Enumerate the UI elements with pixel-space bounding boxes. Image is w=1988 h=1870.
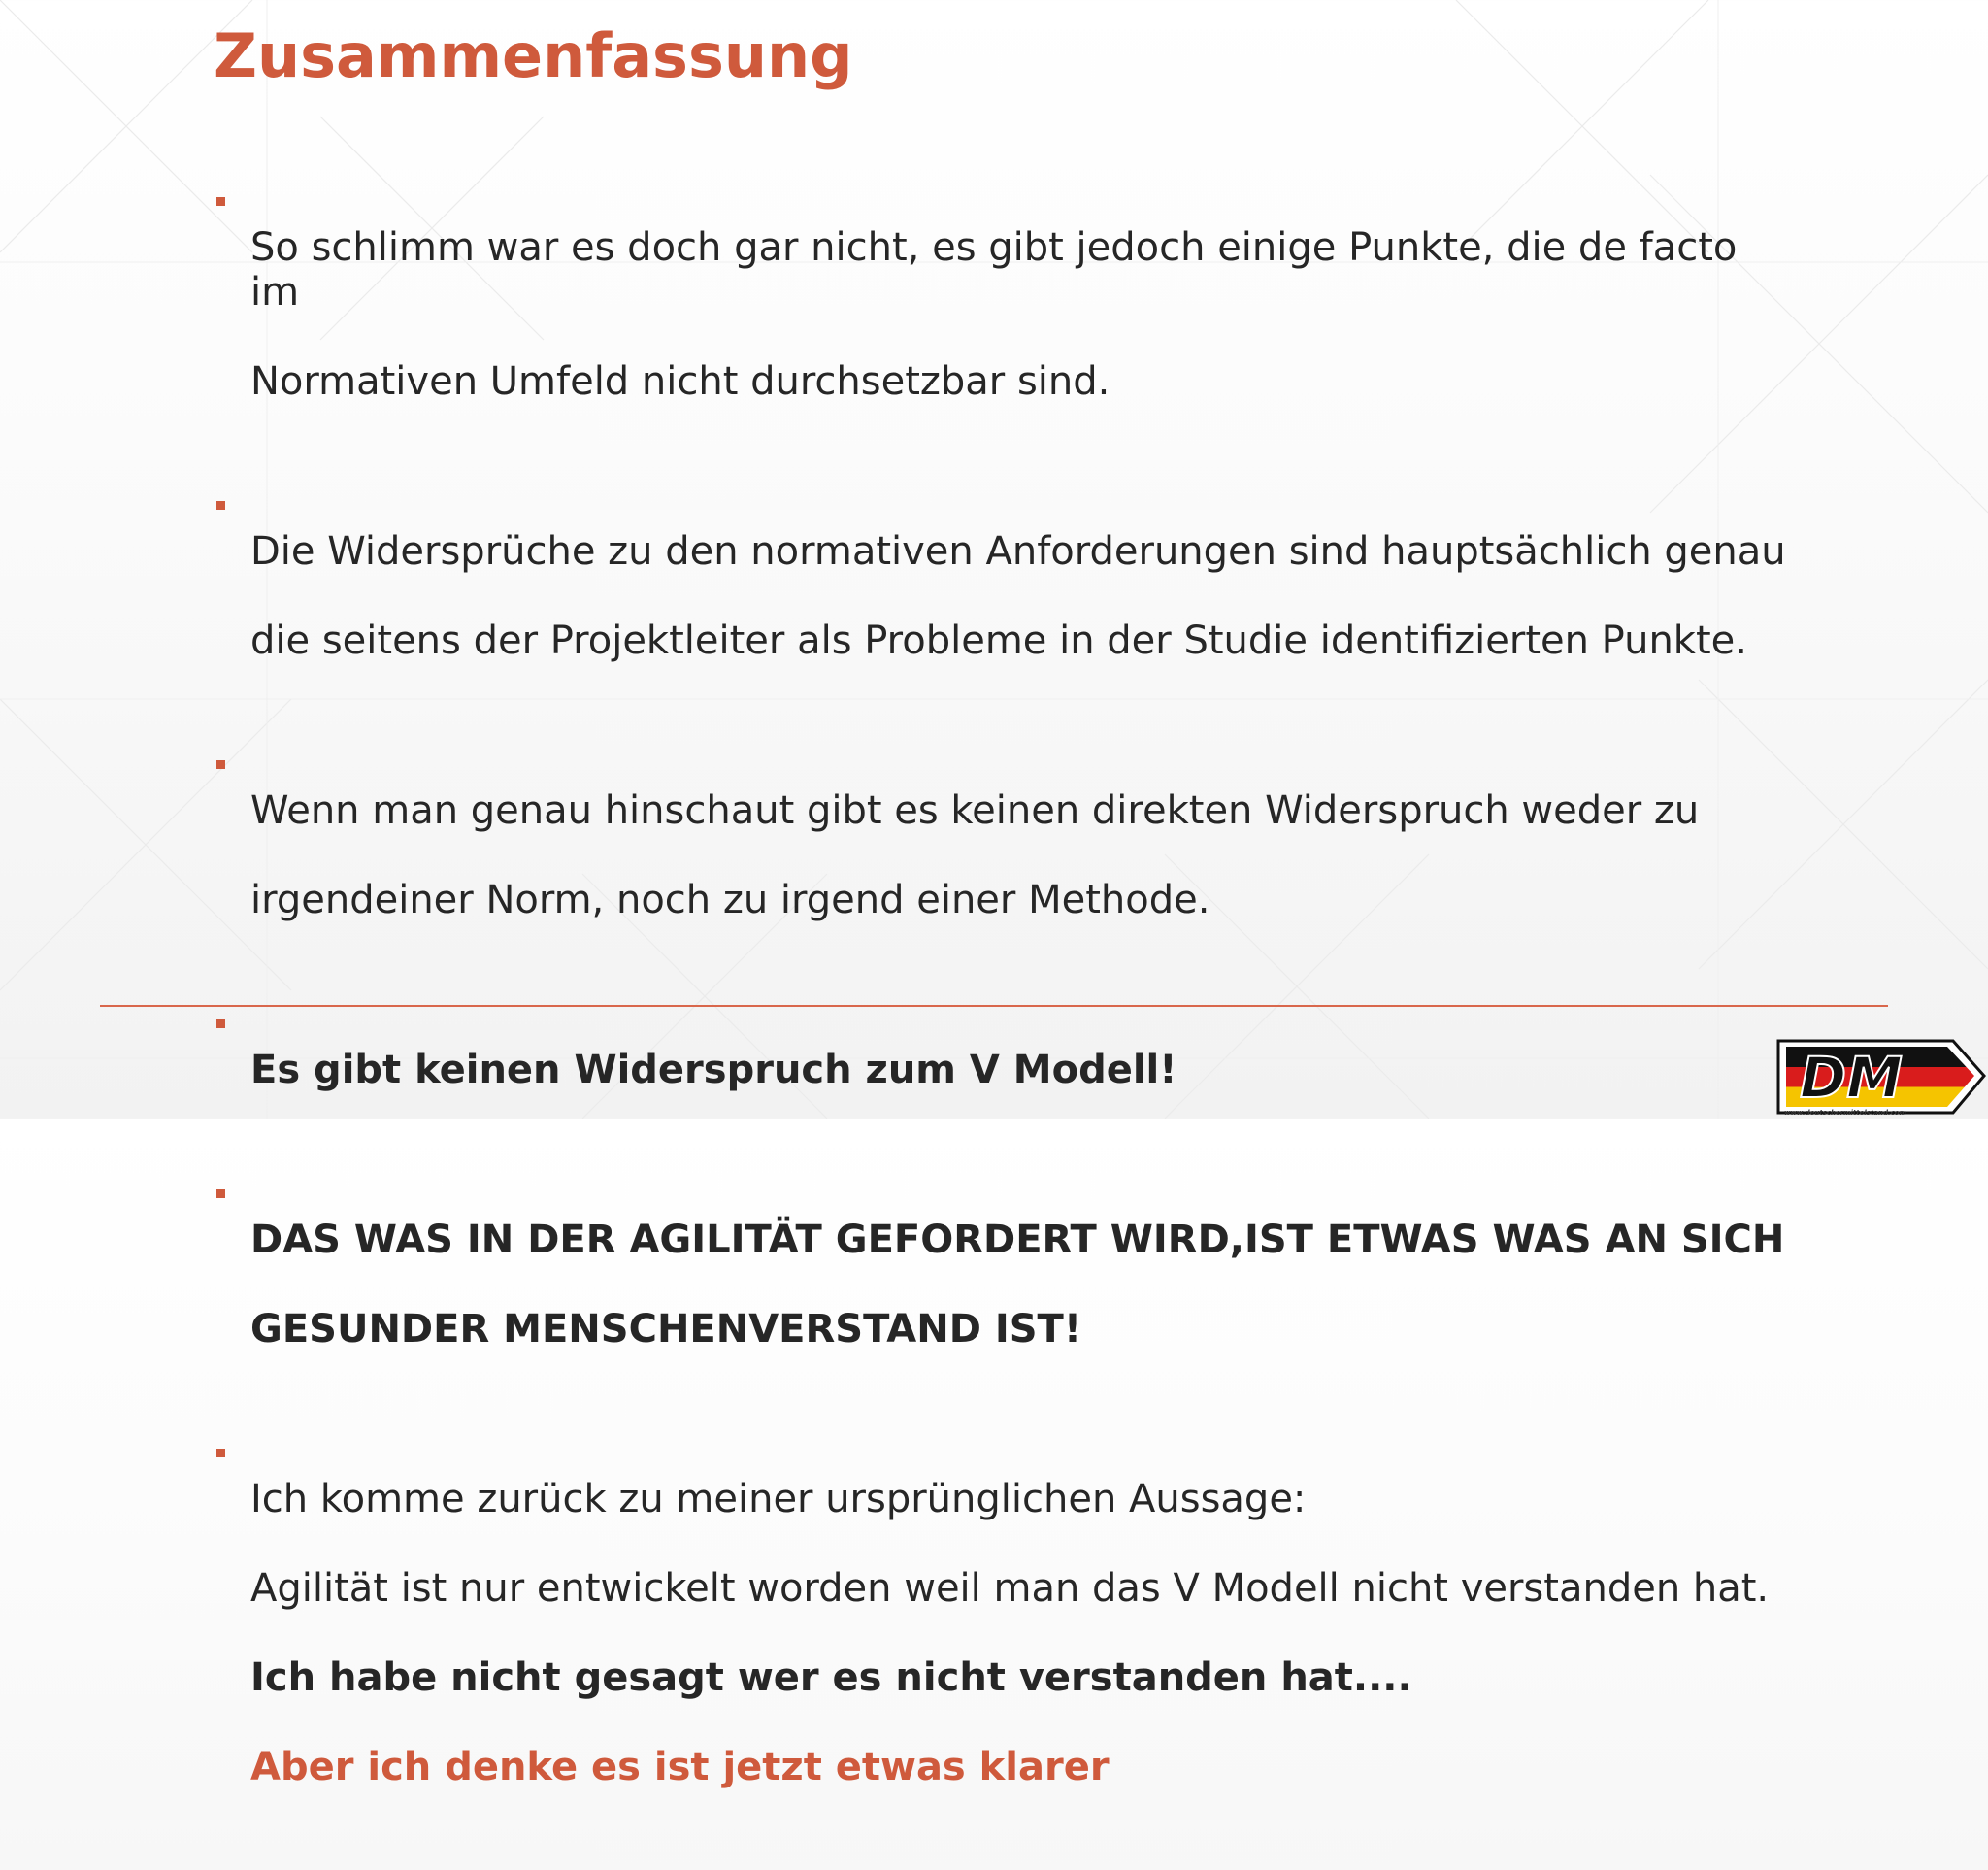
bullet-item-5 [214, 1173, 1786, 1396]
dm-logo [1776, 1037, 1988, 1119]
bullet-text [250, 181, 1786, 449]
bullet-marker-icon [216, 501, 225, 510]
bullet-item-1 [214, 181, 1786, 449]
bullet-text [250, 1432, 1786, 1834]
bullet-line: Normativen Umfeld nicht durchsetzbar sind. [250, 359, 1110, 404]
bullet-marker-icon [216, 197, 225, 206]
bullet-item-2 [214, 484, 1786, 708]
bullet-line: Wenn man genau hinschaut gibt es keinen direkten Widerspruch weder zu [250, 788, 1700, 833]
bullet-line: Agilität ist nur entwickelt worden weil man das V Modell nicht verstanden hat. [250, 1566, 1770, 1611]
bullet-line: Die Widersprüche zu den normativen Anforderungen sind hauptsächlich genau [250, 529, 1786, 574]
divider-line [100, 1005, 1888, 1007]
bullet-text [250, 1173, 1786, 1396]
bullet-list [214, 181, 1786, 1870]
bullet-line: die seitens der Projektleiter als Probleme in der Studie identifizierten Punkte. [250, 618, 1747, 663]
bullet-item-3 [214, 744, 1786, 967]
dm-logo-text: DM [1800, 1045, 1903, 1111]
bullet-line: Ich komme zurück zu meiner ursprünglichen Aussage: [250, 1477, 1307, 1521]
bullet-marker-icon [216, 1449, 225, 1457]
bullet-line-bold: Ich habe nicht gesagt wer es nicht verstanden hat.... [250, 1655, 1412, 1700]
bullet-marker-icon [216, 760, 225, 769]
bullet-text [250, 1003, 1786, 1137]
bullet-line: DAS WAS IN DER AGILITÄT GEFORDERT WIRD,IST ETWAS WAS AN SICH [250, 1218, 1785, 1262]
dm-logo-icon [1776, 1037, 1988, 1119]
bullet-line: So schlimm war es doch gar nicht, es gibt jedoch einige Punkte, die de facto im [250, 225, 1738, 315]
dm-logo-tagline: www.deutschermittelstand.com [1784, 1109, 1906, 1117]
bullet-text [250, 484, 1786, 708]
slide-title: Zusammenfassung [214, 20, 853, 91]
bullet-item-4 [214, 1003, 1786, 1137]
bullet-item-6 [214, 1432, 1786, 1834]
bullet-line: irgendeiner Norm, noch zu irgend einer Methode. [250, 878, 1210, 922]
bullet-marker-icon [216, 1019, 225, 1028]
bullet-line: Es gibt keinen Widerspruch zum V Modell! [250, 1048, 1177, 1092]
bullet-line: GESUNDER MENSCHENVERSTAND IST! [250, 1307, 1082, 1352]
bullet-line-accent: Aber ich denke es ist jetzt etwas klarer [250, 1745, 1110, 1789]
bullet-marker-icon [216, 1189, 225, 1198]
bullet-text [250, 744, 1786, 967]
